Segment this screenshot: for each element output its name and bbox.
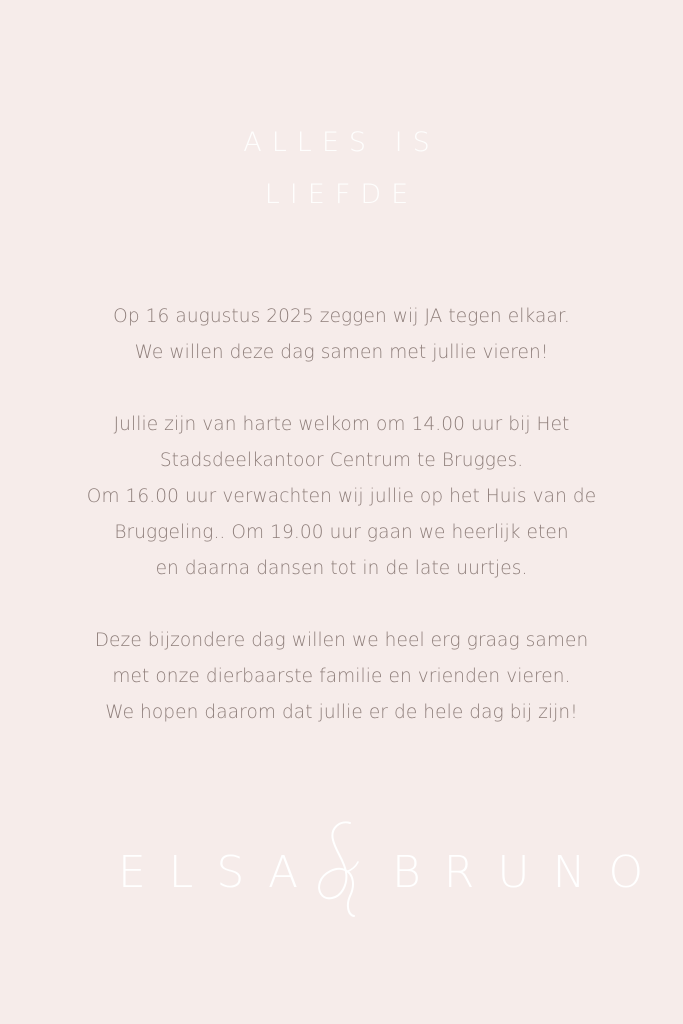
name-right: BRUNO: [392, 847, 667, 898]
text-line: Om 16.00 uur verwachten wij jullie op het Huis van de: [86, 486, 597, 507]
text-line: Jullie zijn van harte welkom om 14.00 uur bij Het: [113, 414, 570, 435]
paragraph-closing: [0, 623, 683, 731]
text-line: met onze dierbaarste familie en vrienden vieren.: [112, 666, 571, 687]
paragraph-intro: [0, 299, 683, 371]
text-line: We hopen daarom dat jullie er de hele dag bij zijn!: [105, 702, 578, 723]
text-line: Bruggeling.. Om 19.00 uur gaan we heerlijk eten: [114, 522, 569, 543]
text-line: Op 16 augustus 2025 zeggen wij JA tegen elkaar.: [113, 306, 570, 327]
text-line: We willen deze dag samen met jullie vieren!: [134, 342, 549, 363]
paragraph-schedule: [0, 407, 683, 587]
text-line: Stadsdeelkantoor Centrum te Brugges.: [159, 450, 524, 471]
title-line-1: ALLES IS: [243, 127, 440, 158]
text-line: en daarna dansen tot in de late uurtjes.: [155, 558, 528, 579]
title-line-2: LIEFDE: [264, 179, 419, 210]
couple-names: [0, 820, 683, 930]
text-line: Deze bijzondere dag willen we heel erg graag samen: [94, 630, 589, 651]
ampersand-icon: [306, 820, 366, 920]
name-left: ELSA: [118, 847, 322, 898]
